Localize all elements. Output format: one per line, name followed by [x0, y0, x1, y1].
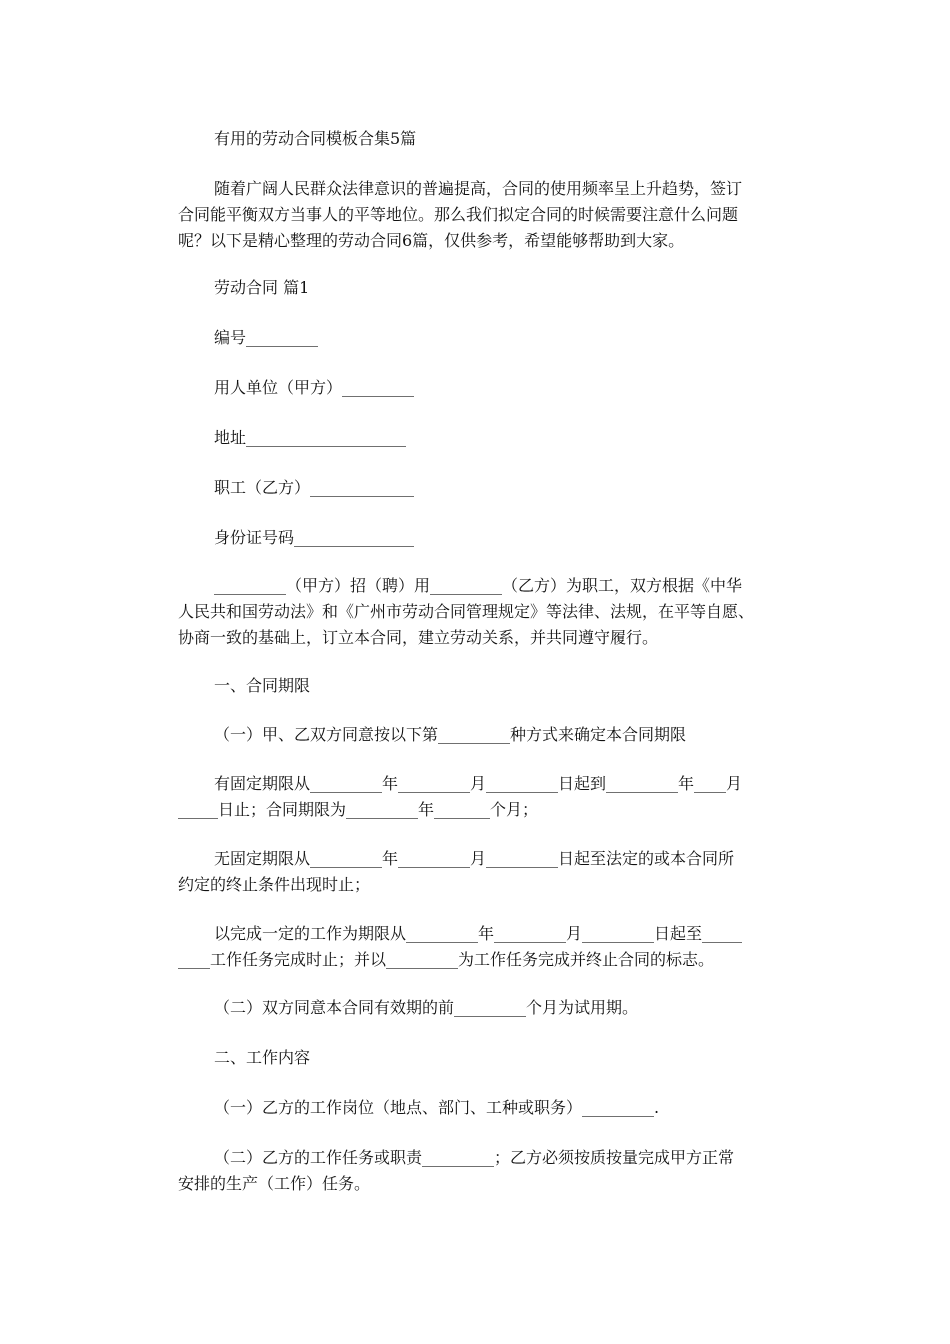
job-duty-line: 安排的生产（工作）任务。 [178, 1174, 371, 1193]
task-term-line: 以完成一定的工作为期限从_________年_________月_________日起至_____ [214, 924, 743, 943]
open-term-clause [178, 846, 778, 898]
preamble-paragraph [178, 573, 778, 651]
fixed-term-line: 有固定期限从_________年_________月_________日起到_________年____月 [214, 774, 743, 793]
preamble-line: 协商一致的基础上，订立本合同，建立劳动关系，并共同遵守履行。 [178, 628, 659, 647]
intro-line: 呢？以下是精心整理的劳动合同6篇，仅供参考，希望能够帮助到大家。 [178, 231, 685, 250]
field-employee: 职工（乙方）_____________ [214, 478, 415, 497]
section-heading-term: 一、合同期限 [214, 676, 311, 695]
intro-line: 合同能平衡双方当事人的平等地位。那么我们拟定合同的时候需要注意什么问题 [178, 205, 739, 224]
preamble-line: 人民共和国劳动法》和《广州市劳动合同管理规定》等法律、法规，在平等自愿、 [178, 602, 755, 621]
job-duty-clause [178, 1145, 778, 1197]
job-position-clause: （一）乙方的工作岗位（地点、部门、工种或职务）_________. [214, 1098, 660, 1117]
field-employer: 用人单位（甲方）_________ [214, 378, 415, 397]
task-term-line: ____工作任务完成时止；并以_________为工作任务完成并终止合同的标志。 [178, 950, 715, 969]
section-heading-work: 二、工作内容 [214, 1048, 311, 1067]
field-id-number: 身份证号码_______________ [214, 528, 415, 547]
document-title: 有用的劳动合同模板合集5篇 [214, 129, 417, 148]
intro-line: 随着广阔人民群众法律意识的普遍提高，合同的使用频率呈上升趋势，签订 [214, 179, 743, 198]
field-address: 地址____________________ [214, 428, 407, 447]
fixed-term-line: _____日止；合同期限为_________年_______个月； [178, 800, 539, 819]
task-term-clause [178, 921, 778, 973]
probation-clause: （二）双方同意本合同有效期的前_________个月为试用期。 [214, 998, 639, 1017]
field-number: 编号_________ [214, 328, 319, 347]
contract-heading: 劳动合同 篇1 [214, 278, 310, 297]
intro-paragraph [178, 176, 778, 254]
preamble-line: _________（甲方）招（聘）用_________（乙方）为职工，双方根据《中华 [214, 576, 743, 595]
open-term-line: 无固定期限从_________年_________月_________日起至法定的或本合同所 [214, 849, 735, 868]
term-method-clause: （一）甲、乙双方同意按以下第_________种方式来确定本合同期限 [214, 725, 687, 744]
job-duty-line: （二）乙方的工作任务或职责_________；乙方必须按质按量完成甲方正常 [214, 1148, 735, 1167]
open-term-line: 约定的终止条件出现时止； [178, 875, 371, 894]
fixed-term-clause [178, 771, 778, 823]
